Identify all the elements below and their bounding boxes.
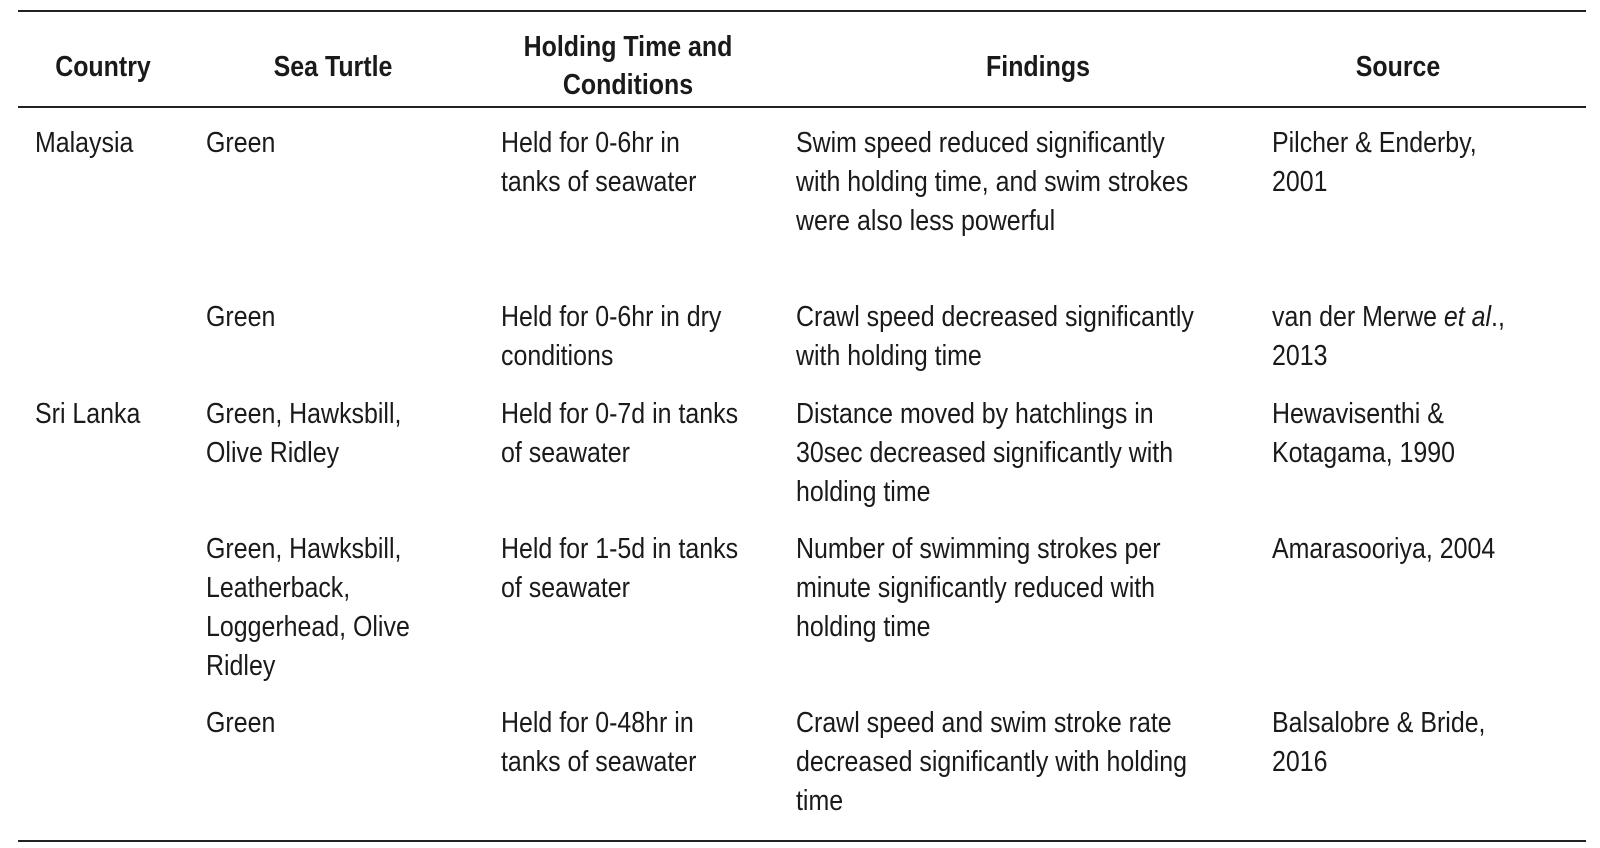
- header-findings: Findings: [986, 51, 1090, 83]
- row2-holding: Held for 0-6hr in dry conditions: [501, 301, 722, 372]
- header-source: Source: [1355, 51, 1441, 83]
- header-sea-turtle: Sea Turtle: [273, 51, 393, 83]
- row2-source: [1272, 298, 1505, 376]
- row2-source-year: ., 2013: [1272, 301, 1505, 372]
- header-rule: [18, 106, 1586, 108]
- row4-sea-turtle: Green, Hawksbill, Leatherback, Loggerhead, Olive Ridley: [206, 533, 410, 682]
- row3-source: Hewavisenthi & Kotagama, 1990: [1272, 398, 1456, 469]
- row1-source: Pilcher & Enderby, 2001: [1272, 127, 1477, 198]
- row4-holding: Held for 1-5d in tanks of seawater: [501, 533, 739, 604]
- row3-country: Sri Lanka: [35, 398, 141, 430]
- row5-sea-turtle: Green: [206, 707, 276, 739]
- row4-findings: Number of swimming strokes per minute significantly reduced with holding time: [796, 533, 1161, 643]
- header-country: Country: [55, 51, 151, 83]
- table-top-rule: [18, 10, 1586, 12]
- row4-source: Amarasooriya, 2004: [1272, 533, 1496, 565]
- header-holding-line1: Holding Time and: [523, 31, 733, 63]
- row1-country: Malaysia: [35, 127, 134, 159]
- row5-source: Balsalobre & Bride, 2016: [1272, 707, 1486, 778]
- row2-source-authors: van der Merwe: [1272, 301, 1444, 333]
- row2-findings: Crawl speed decreased significantly with holding time: [796, 301, 1194, 372]
- header-holding-time: [508, 28, 749, 104]
- row1-findings: Swim speed reduced significantly with holding time, and swim strokes were also less powerful: [796, 127, 1189, 237]
- row5-holding: Held for 0-48hr in tanks of seawater: [501, 707, 697, 778]
- row3-findings: Distance moved by hatchlings in 30sec decreased significantly with holding time: [796, 398, 1174, 508]
- row1-sea-turtle: Green: [206, 127, 276, 159]
- row3-sea-turtle: Green, Hawksbill, Olive Ridley: [206, 398, 402, 469]
- row2-source-et-al: et al: [1443, 301, 1492, 333]
- row5-findings: Crawl speed and swim stroke rate decreased significantly with holding time: [796, 707, 1187, 817]
- header-holding-line2: Conditions: [562, 69, 694, 101]
- row2-sea-turtle: Green: [206, 301, 276, 333]
- row3-holding: Held for 0-7d in tanks of seawater: [501, 398, 739, 469]
- table-bottom-rule: [18, 840, 1586, 842]
- row1-holding: Held for 0-6hr in tanks of seawater: [501, 127, 697, 198]
